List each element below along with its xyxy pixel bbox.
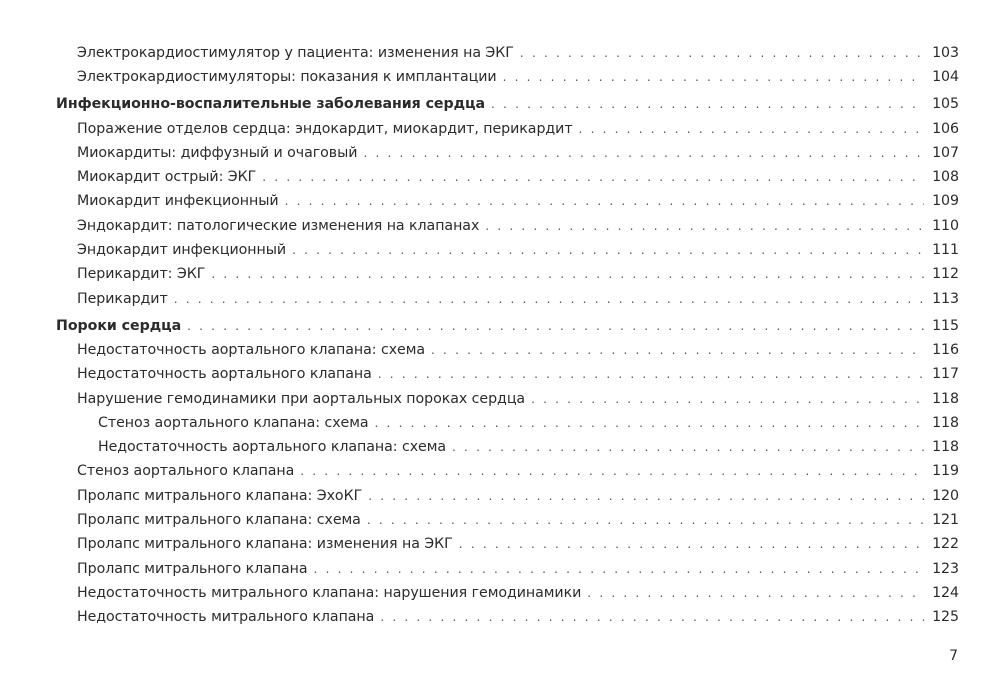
dot-leader — [368, 484, 924, 508]
toc-entry-title: Стеноз аортального клапана: схема — [98, 414, 369, 431]
dot-leader — [285, 189, 924, 213]
dot-leader — [485, 214, 924, 238]
toc-section-heading[interactable] — [0, 92, 1000, 116]
toc-entry-page: 112 — [932, 266, 959, 283]
dot-leader — [262, 165, 924, 189]
toc-entry-title: Перикардит — [77, 290, 168, 307]
toc-entry-title: Миокардит инфекционный — [77, 193, 279, 210]
toc-entry-page: 106 — [932, 120, 959, 137]
dot-leader — [363, 141, 924, 165]
dot-leader — [520, 41, 924, 65]
toc-entry-page: 113 — [932, 290, 959, 307]
toc-entry-title: Недостаточность аортального клапана: схема — [98, 439, 447, 456]
toc-entry-title: Недостаточность аортального клапана: схема — [77, 341, 426, 358]
toc-entry-page: 122 — [932, 536, 959, 553]
dot-leader — [452, 435, 924, 459]
toc-entry-page: 110 — [932, 217, 959, 234]
dot-leader — [211, 262, 924, 286]
toc-entry-page: 125 — [932, 609, 959, 626]
toc-entry-page: 124 — [932, 584, 959, 601]
toc-entry[interactable] — [0, 532, 1000, 556]
toc-entry[interactable] — [0, 287, 1000, 311]
toc-entry[interactable] — [0, 581, 1000, 605]
toc-entry[interactable] — [0, 41, 1000, 65]
toc-entry[interactable] — [0, 65, 1000, 89]
dot-leader — [380, 605, 924, 629]
dot-leader — [174, 287, 924, 311]
toc-entry-page: 118 — [932, 390, 959, 407]
toc-entry-title: Перикардит: ЭКГ — [77, 266, 206, 283]
toc-entry[interactable] — [0, 459, 1000, 483]
toc-entry[interactable] — [0, 508, 1000, 532]
toc-entry-title: Поражение отделов сердца: эндокардит, миокардит, перикардит — [77, 120, 573, 137]
toc-entry-page: 121 — [932, 512, 959, 529]
toc-entry-page: 105 — [932, 96, 959, 113]
toc-entry-page: 118 — [932, 414, 959, 431]
toc-entry-title: Недостаточность митрального клапана: нарушения гемодинамики — [77, 584, 582, 601]
toc-entry-title: Инфекционно-воспалительные заболевания сердца — [56, 96, 486, 113]
toc-entry[interactable] — [0, 117, 1000, 141]
toc-entry-title: Пролапс митрального клапана: ЭхоКГ — [77, 487, 363, 504]
toc-entry-title: Нарушение гемодинамики при аортальных пороках сердца — [77, 390, 526, 407]
toc-entry-title: Пороки сердца — [56, 317, 182, 334]
toc-section-heading[interactable] — [0, 314, 1000, 338]
dot-leader — [375, 411, 925, 435]
dot-leader — [587, 581, 924, 605]
toc-entry-title: Электрокардиостимулятор у пациента: изменения на ЭКГ — [77, 45, 514, 61]
dot-leader — [431, 338, 924, 362]
toc-entry-title: Миокардит острый: ЭКГ — [77, 169, 257, 186]
toc-entry[interactable] — [0, 141, 1000, 165]
toc-entry-page: 123 — [932, 560, 959, 577]
toc-entry-page: 108 — [932, 169, 959, 186]
toc-entry[interactable] — [0, 411, 1000, 435]
toc-entry[interactable] — [0, 387, 1000, 411]
toc-entry-page: 107 — [932, 144, 959, 161]
toc-entry-page: 111 — [932, 242, 959, 259]
dot-leader — [531, 387, 924, 411]
toc-entry[interactable] — [0, 189, 1000, 213]
toc-entry-title: Пролапс митрального клапана — [77, 560, 308, 577]
dot-leader — [579, 117, 925, 141]
table-of-contents — [0, 41, 1000, 630]
toc-entry-page: 104 — [932, 69, 959, 86]
toc-entry-title: Миокардиты: диффузный и очаговый — [77, 144, 358, 161]
toc-entry[interactable] — [0, 338, 1000, 362]
toc-entry-page: 116 — [932, 341, 959, 358]
toc-entry-title: Эндокардит инфекционный — [77, 242, 287, 259]
toc-entry[interactable] — [0, 362, 1000, 386]
toc-entry-title: Стеноз аортального клапана — [77, 463, 295, 480]
toc-entry-title: Электрокардиостимуляторы: показания к имплантации — [77, 69, 497, 86]
dot-leader — [503, 65, 925, 89]
dot-leader — [187, 314, 924, 338]
dot-leader — [378, 362, 924, 386]
toc-entry-page: 120 — [932, 487, 959, 504]
dot-leader — [314, 557, 925, 581]
toc-entry-title: Пролапс митрального клапана: изменения на ЭКГ — [77, 536, 453, 553]
toc-entry[interactable] — [0, 165, 1000, 189]
toc-entry-page: 103 — [932, 45, 959, 61]
toc-entry[interactable] — [0, 605, 1000, 629]
toc-entry-page: 117 — [932, 366, 959, 383]
toc-entry[interactable] — [0, 214, 1000, 238]
toc-entry-title: Эндокардит: патологические изменения на клапанах — [77, 217, 480, 234]
page-number: 7 — [949, 648, 958, 664]
toc-entry-page: 115 — [932, 317, 959, 334]
toc-entry[interactable] — [0, 484, 1000, 508]
dot-leader — [367, 508, 924, 532]
dot-leader — [292, 238, 924, 262]
toc-entry-title: Недостаточность аортального клапана — [77, 366, 372, 383]
toc-entry-title: Недостаточность митрального клапана — [77, 609, 375, 626]
toc-entry[interactable] — [0, 238, 1000, 262]
dot-leader — [300, 459, 924, 483]
dot-leader — [459, 532, 924, 556]
toc-entry[interactable] — [0, 435, 1000, 459]
toc-entry[interactable] — [0, 262, 1000, 286]
toc-entry-title: Пролапс митрального клапана: схема — [77, 512, 361, 529]
toc-entry-page: 119 — [932, 463, 959, 480]
dot-leader — [491, 92, 924, 116]
toc-entry-page: 109 — [932, 193, 959, 210]
toc-entry[interactable] — [0, 557, 1000, 581]
toc-entry-page: 118 — [932, 439, 959, 456]
